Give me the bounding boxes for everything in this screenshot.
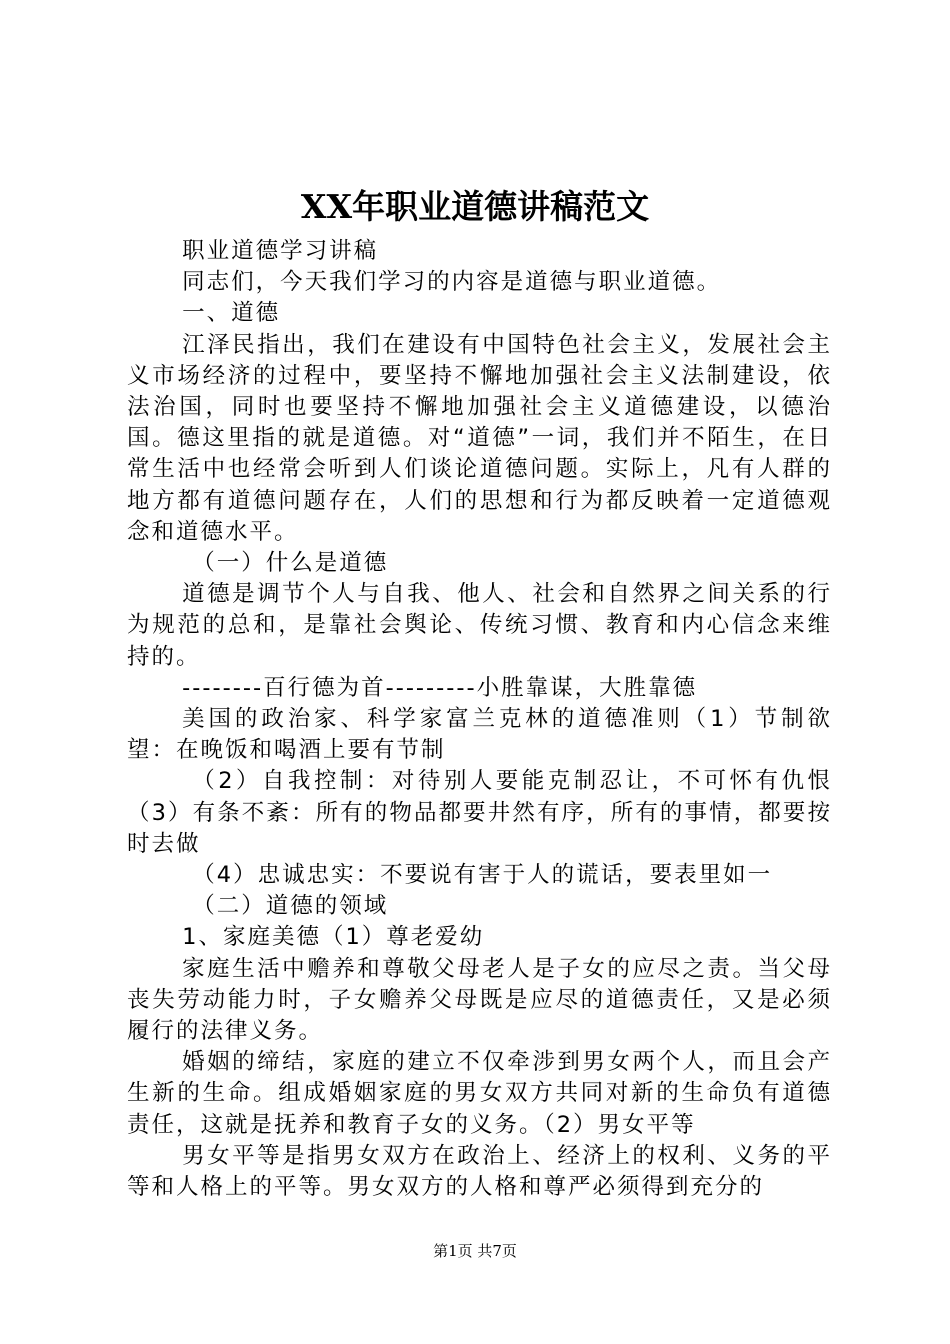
motto-line: --------百行德为首---------小胜靠谋，大胜靠德 bbox=[182, 674, 698, 701]
paragraph: 婚姻的缔结，家庭的建立不仅牵涉到男女两个人，而且会产生新的生命。组成婚姻家庭的男女双方共同对新的生命负有道德责任，这就是抚养和教育子女的义务。（2）男女平等 bbox=[127, 1049, 832, 1138]
page-footer: 第1页 共7页 bbox=[433, 1242, 517, 1260]
paragraph: 同志们，今天我们学习的内容是道德与职业道德。 bbox=[182, 269, 722, 296]
paragraph: 道德是调节个人与自我、他人、社会和自然界之间关系的行为规范的总和，是靠社会舆论、传统习惯、教育和内心信念来维持的。 bbox=[127, 581, 832, 670]
paragraph: 一、道德 bbox=[182, 300, 281, 327]
document-body bbox=[127, 236, 832, 1203]
paragraph: 美国的政治家、科学家富兰克林的道德准则（1）节制欲望：在晚饭和喝酒上要有节制 bbox=[127, 706, 832, 764]
paragraph: 男女平等是指男女双方在政治上、经济上的权利、义务的平等和人格上的平等。男女双方的人格和尊严必须得到充分的 bbox=[127, 1142, 832, 1201]
paragraph: 家庭生活中赡养和尊敬父母老人是子女的应尽之责。当父母丧失劳动能力时，子女赡养父母既是应尽的道德责任，又是必须履行的法律义务。 bbox=[127, 955, 832, 1045]
paragraph: （2）自我控制：对待别人要能克制忍让，不可怀有仇恨（3）有条不紊：所有的物品都要井然有序，所有的事情，都要按时去做 bbox=[127, 768, 832, 857]
paragraph: 职业道德学习讲稿 bbox=[182, 238, 379, 264]
document-title: XX年职业道德讲稿范文 bbox=[300, 187, 650, 226]
paragraph: 江泽民指出，我们在建设有中国特色社会主义，发展社会主义市场经济的过程中，要坚持不懈地加强社会主义法制建设，依法治国，同时也要坚持不懈地加强社会主义道德建设，以德治国。德这里指的就是道德。对“道德”一词，我们并不陌生，在日常生活中也经常会听到人们谈论道德问题。实际上，凡有人群的地方都有道德问题存在，人们的思想和行为都反映着一定道德观念和道德水平。 bbox=[127, 331, 832, 545]
section-heading: （二）道德的领域 bbox=[192, 893, 389, 920]
paragraph: （4）忠诚忠实：不要说有害于人的谎话，要表里如一 bbox=[192, 862, 773, 889]
paragraph: 1、家庭美德（1）尊老爱幼 bbox=[182, 924, 485, 951]
section-heading: （一）什么是道德 bbox=[192, 550, 389, 577]
